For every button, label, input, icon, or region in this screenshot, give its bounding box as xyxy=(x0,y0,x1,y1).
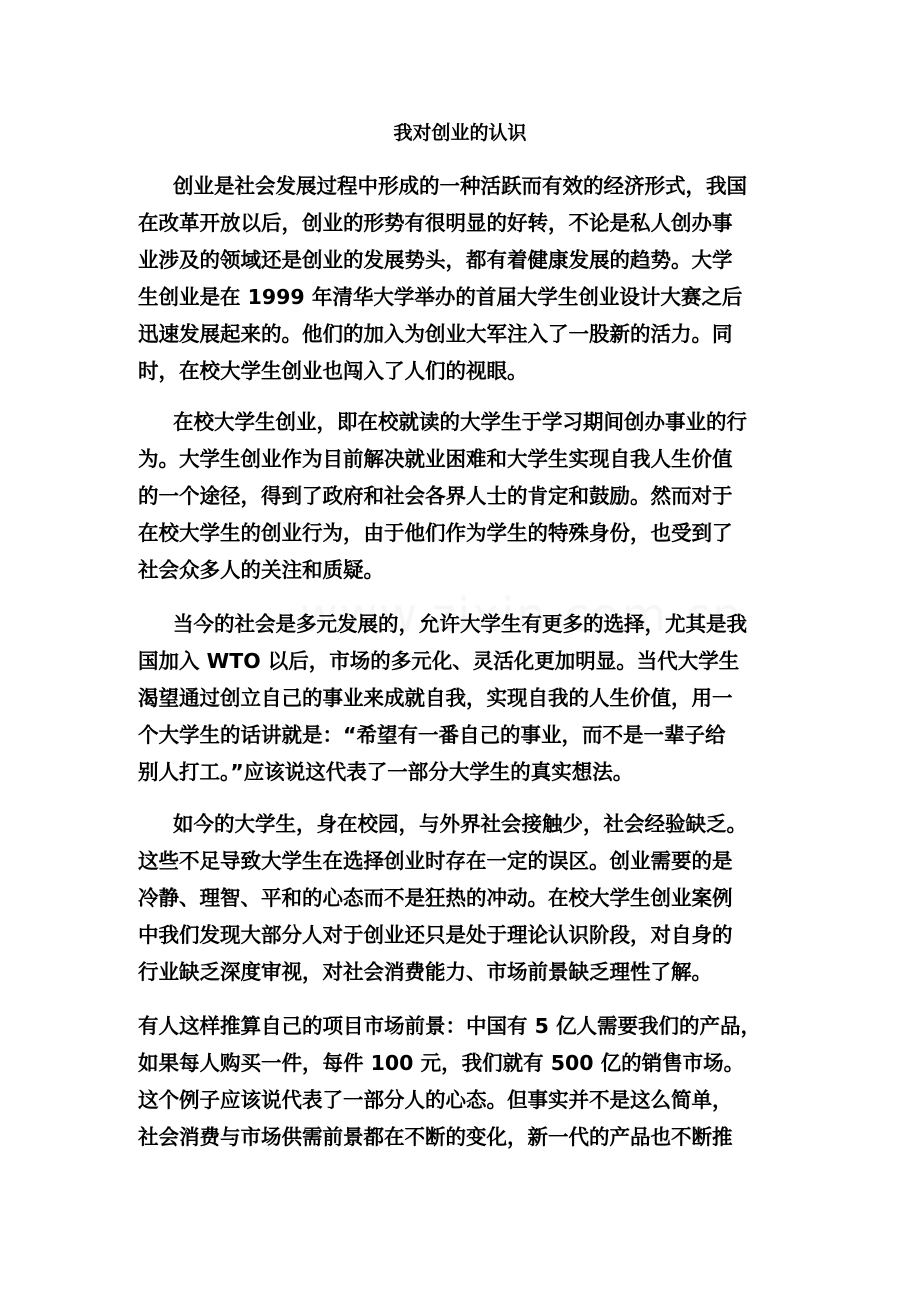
paragraph-line: 中我们发现大部分人对于创业还只是处于理论认识阶段，对自身的 xyxy=(138,923,733,947)
paragraph-line: 个大学生的话讲就是：“希望有一番自己的事业，而不是一辈子给 xyxy=(138,723,726,747)
paragraph-line: 在改革开放以后，创业的形势有很明显的好转，不论是私人创办事 xyxy=(138,211,733,235)
paragraph-line: 创业是社会发展过程中形成的一种活跃而有效的经济形式，我国 xyxy=(173,174,747,198)
paragraph-line: 行业缺乏深度审视，对社会消费能力、市场前景缺乏理性了解。 xyxy=(138,960,712,984)
document-title: 我对创业的认识 xyxy=(393,122,527,144)
paragraph-line: 社会众多人的关注和质疑。 xyxy=(138,558,384,582)
paragraph-line: 有人这样推算自己的项目市场前景：中国有 5 亿人需要我们的产品， xyxy=(138,1014,762,1038)
paragraph-line: 为。大学生创业作为目前解决就业困难和大学生实现自我人生价值 xyxy=(138,447,733,471)
paragraph-line: 这个例子应该说代表了一部分人的心态。但事实并不是这么简单， xyxy=(138,1088,733,1112)
paragraph-line: 在校大学生的创业行为，由于他们作为学生的特殊身份，也受到了 xyxy=(138,521,733,545)
paragraph-line: 在校大学生创业，即在校就读的大学生于学习期间创办事业的行 xyxy=(173,410,747,434)
paragraph-line: 国加入 WTO 以后，市场的多元化、灵活化更加明显。当代大学生 xyxy=(138,649,740,673)
paragraph-line: 如今的大学生，身在校园，与外界社会接触少，社会经验缺乏。 xyxy=(173,812,747,836)
paragraph-line: 别人打工。”应该说这代表了一部分大学生的真实想法。 xyxy=(138,760,634,784)
paragraph-line: 社会消费与市场供需前景都在不断的变化，新一代的产品也不断推 xyxy=(138,1125,733,1149)
paragraph-line: 生创业是在 1999 年清华大学举办的首届大学生创业设计大赛之后 xyxy=(138,285,743,309)
paragraph-line: 当今的社会是多元发展的，允许大学生有更多的选择，尤其是我 xyxy=(173,612,747,636)
paragraph-line: 这些不足导致大学生在选择创业时存在一定的误区。创业需要的是 xyxy=(138,849,733,873)
paragraph-line: 迅速发展起来的。他们的加入为创业大军注入了一股新的活力。同 xyxy=(138,322,733,346)
paragraph-line: 渴望通过创立自己的事业来成就自我，实现自我的人生价值，用一 xyxy=(138,686,733,710)
paragraph-line: 的一个途径，得到了政府和社会各界人士的肯定和鼓励。然而对于 xyxy=(138,484,733,508)
paragraph-line: 如果每人购买一件，每件 100 元，我们就有 500 亿的销售市场。 xyxy=(138,1051,745,1075)
paragraph-line: 时，在校大学生创业也闯入了人们的视眼。 xyxy=(138,359,528,383)
paragraph-line: 冷静、理智、平和的心态而不是狂热的冲动。在校大学生创业案例 xyxy=(138,886,733,910)
paragraph-line: 业涉及的领域还是创业的发展势头，都有着健康发展的趋势。大学 xyxy=(138,248,733,272)
